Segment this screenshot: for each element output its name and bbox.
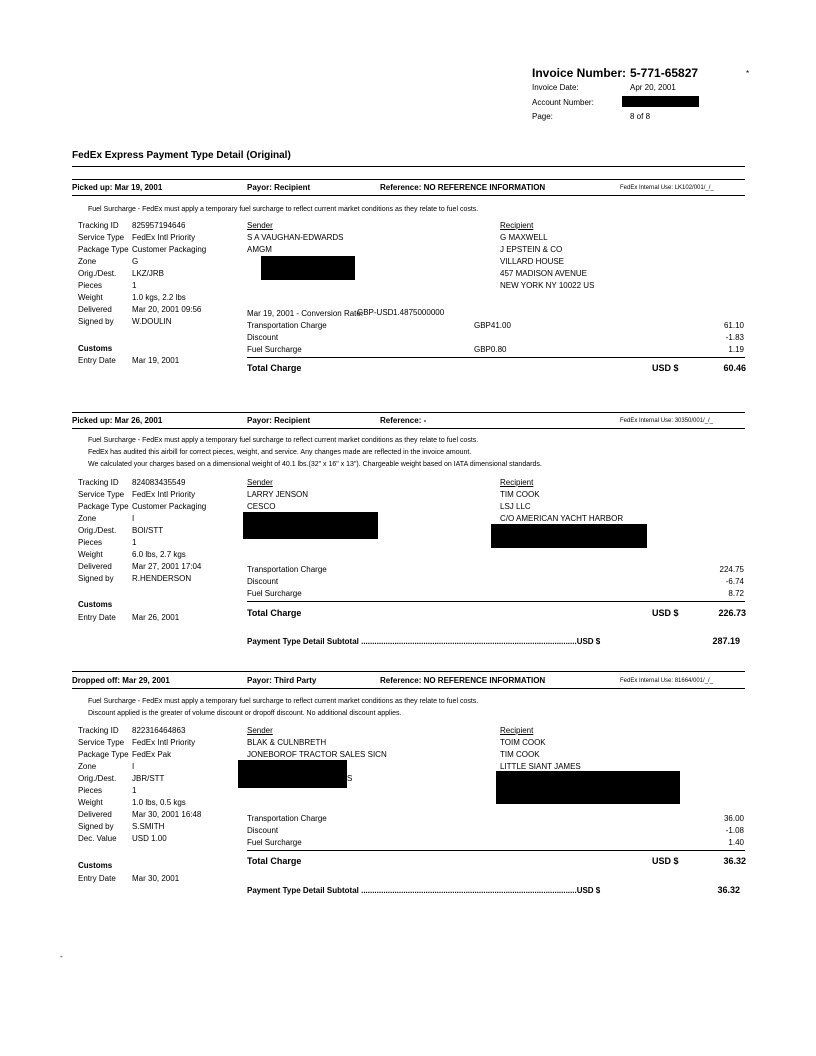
package-type: Customer Packaging [132,502,207,511]
corner-mark: * [746,69,750,78]
delivered: Mar 27, 2001 17:04 [132,562,202,571]
orig-dest: JBR/STT [132,774,165,783]
discount-note: Discount applied is the greater of volume discount or dropoff discount. No additional discount applies. [88,710,402,717]
weight: 1.0 lbs, 0.5 kgs [132,798,186,807]
signed-by-label: Signed by [78,822,114,831]
sender-name: S A VAUGHAN-EDWARDS [247,233,344,242]
package-type-label: Package Type [78,750,129,759]
weight: 6.0 lbs, 2.7 kgs [132,550,186,559]
weight-label: Weight [78,293,103,302]
recipient-contact: TIM COOK [500,750,540,759]
discount: -6.74 [725,577,744,586]
service-type: FedEx Intl Priority [132,490,196,499]
tracking-id: 825957194646 [132,221,186,230]
transportation-charge-label: Transportation Charge [247,321,327,330]
section-top-rule [72,412,745,413]
section-top-rule [72,179,745,180]
fuel-surcharge: 8.72 [728,589,744,598]
total-charge-label: Total Charge [247,608,302,618]
pieces: 1 [132,538,137,547]
section-top-rule [72,671,745,672]
service-type-label: Service Type [78,738,125,747]
package-type-label: Package Type [78,245,129,254]
entry-date: Mar 19, 2001 [132,356,180,365]
entry-date-label: Entry Date [78,613,116,622]
weight-label: Weight [78,798,103,807]
recipient-heading: Recipient [500,726,534,735]
page-label: Page: [532,112,553,121]
sender-heading: Sender [247,478,273,487]
redacted-account-number [622,96,699,107]
transportation-charge: 36.00 [723,814,744,823]
redacted-sender-address [238,760,347,788]
delivered: Mar 20, 2001 09:56 [132,305,202,314]
delivered-label: Delivered [78,305,112,314]
service-type-label: Service Type [78,233,125,242]
conversion-rate: 1.4875000000 [393,308,445,317]
orig-dest: LKZ/JRB [132,269,165,278]
delivered-label: Delivered [78,562,112,571]
tracking-id: 822316464863 [132,726,186,735]
conversion-currency: GBP-USD [357,308,394,317]
zone-label: Zone [78,762,97,771]
picked-up-date: Picked up: Mar 26, 2001 [72,416,163,425]
signed-by: W.DOULIN [132,317,172,326]
discount-label: Discount [247,826,279,835]
total-currency: USD $ [652,608,679,618]
orig-dest-label: Orig./Dest. [78,526,117,535]
conversion-rate-label: Mar 19, 2001 - Conversion Rate: [247,309,364,318]
delivered-label: Delivered [78,810,112,819]
reference: Reference: NO REFERENCE INFORMATION [380,676,546,685]
sender-company: CESCO [247,502,276,511]
package-type: Customer Packaging [132,245,207,254]
redacted-sender-address [261,256,355,280]
entry-date: Mar 26, 2001 [132,613,180,622]
sender-heading: Sender [247,726,273,735]
fuel-surcharge-label: Fuel Surcharge [247,345,302,354]
account-number-label: Account Number: [532,98,594,107]
tracking-id-label: Tracking ID [78,478,119,487]
service-type: FedEx Intl Priority [132,738,196,747]
transportation-charge-gbp: GBP41.00 [474,321,511,330]
fuel-note: Fuel Surcharge - FedEx must apply a temporary fuel surcharge to reflect current market conditions as they relate to fuel costs. [88,206,479,213]
sender-company: AMGM [247,245,272,254]
sender-company: JONEBOROF TRACTOR SALES SICN [247,750,387,759]
signed-by: S.SMITH [132,822,165,831]
reference: Reference: NO REFERENCE INFORMATION [380,183,546,192]
weight-label: Weight [78,550,103,559]
sender-name: LARRY JENSON [247,490,309,499]
recipient-address-1: VILLARD HOUSE [500,257,565,266]
subtotal-amount: 36.32 [717,885,740,895]
total-rule [247,357,745,358]
discount-label: Discount [247,577,279,586]
invoice-date: Apr 20, 2001 [630,83,676,92]
fuel-surcharge: 1.40 [728,838,744,847]
fuel-surcharge-gbp: GBP0.80 [474,345,507,354]
subtotal-label: Payment Type Detail Subtotal .................................................................................................USD $ [247,886,601,895]
total-currency: USD $ [652,363,679,373]
pieces: 1 [132,281,137,290]
sender-heading: Sender [247,221,273,230]
payor: Payor: Recipient [247,416,311,425]
audit-note: FedEx has audited this airbill for correct pieces, weight, and service. Any changes made are reflected in the invoice amount. [88,449,472,456]
invoice-number: 5-771-65827 [630,66,699,80]
pieces-label: Pieces [78,786,103,795]
section-header-rule [72,195,745,196]
reference: Reference: - [380,416,427,425]
internal-use: FedEx Internal Use: 81664/001/_/_ [620,678,714,684]
customs-label: Customs [78,600,113,609]
tracking-id: 824083435549 [132,478,186,487]
recipient-heading: Recipient [500,221,534,230]
total-charge: 36.32 [723,856,746,866]
recipient-address-1: LITTLE SIANT JAMES [500,762,581,771]
dimensional-weight-note: We calculated your charges based on a dimensional weight of 40.1 lbs.(32" x 16" x 13"). Chargeable weight based on IATA dimensional standards. [88,461,542,468]
sender-address-fragment: S [347,774,353,783]
payor: Payor: Third Party [247,676,317,685]
invoice-date-label: Invoice Date: [532,83,579,92]
dropped-off-date: Dropped off: Mar 29, 2001 [72,676,170,685]
fuel-surcharge: 1.19 [728,345,744,354]
signed-by: R.HENDERSON [132,574,192,583]
internal-use: FedEx Internal Use: 30350/001/_/_ [620,418,714,424]
section-header-rule [72,428,745,429]
fuel-note: Fuel Surcharge - FedEx must apply a temporary fuel surcharge to reflect current market conditions as they relate to fuel costs. [88,437,479,444]
orig-dest: BOI/STT [132,526,164,535]
entry-date-label: Entry Date [78,356,116,365]
discount: -1.83 [725,333,744,342]
orig-dest-label: Orig./Dest. [78,774,117,783]
transportation-charge-label: Transportation Charge [247,814,327,823]
subtotal-amount: 287.19 [712,636,740,646]
signed-by-label: Signed by [78,317,114,326]
subtotal-label: Payment Type Detail Subtotal .................................................................................................USD $ [247,637,601,646]
recipient-company: LSJ LLC [500,502,531,511]
invoice-number-label: Invoice Number: [532,66,627,80]
section-header-rule [72,688,745,689]
total-currency: USD $ [652,856,679,866]
orig-dest-label: Orig./Dest. [78,269,117,278]
payor: Payor: Recipient [247,183,311,192]
title-rule [72,166,745,167]
package-type-label: Package Type [78,502,129,511]
customs-label: Customs [78,861,113,870]
signed-by-label: Signed by [78,574,114,583]
transportation-charge-label: Transportation Charge [247,565,327,574]
zone: G [132,257,139,266]
recipient-address-2: 457 MADISON AVENUE [500,269,587,278]
pieces: 1 [132,786,137,795]
zone: I [132,762,135,771]
dec-value: USD 1.00 [132,834,167,843]
redacted-recipient-address [496,771,680,804]
entry-date-label: Entry Date [78,874,116,883]
footer-mark: - [60,952,63,961]
discount: -1.08 [725,826,744,835]
fuel-surcharge-label: Fuel Surcharge [247,589,302,598]
sender-name: BLAK & CULNBRETH [247,738,327,747]
recipient-heading: Recipient [500,478,534,487]
recipient-company: J EPSTEIN & CO [500,245,563,254]
internal-use: FedEx Internal Use: LK102/001/_/_ [620,185,714,191]
package-type: FedEx Pak [132,750,172,759]
delivered: Mar 30, 2001 16:48 [132,810,202,819]
pieces-label: Pieces [78,538,103,547]
total-charge: 226.73 [718,608,746,618]
recipient-address-1: C/O AMERICAN YACHT HARBOR [500,514,624,523]
weight: 1.0 kgs, 2.2 lbs [132,293,186,302]
transportation-charge: 224.75 [719,565,744,574]
pieces-label: Pieces [78,281,103,290]
zone: I [132,514,135,523]
total-charge-label: Total Charge [247,856,302,866]
service-type-label: Service Type [78,490,125,499]
recipient-city: NEW YORK NY 10022 US [500,281,595,290]
tracking-id-label: Tracking ID [78,221,119,230]
dec-value-label: Dec. Value [78,834,117,843]
tracking-id-label: Tracking ID [78,726,119,735]
picked-up-date: Picked up: Mar 19, 2001 [72,183,163,192]
recipient-name: TIM COOK [500,490,540,499]
service-type: FedEx Intl Priority [132,233,196,242]
total-rule [247,850,745,851]
document-title: FedEx Express Payment Type Detail (Original) [72,150,291,161]
total-charge: 60.46 [723,363,746,373]
total-charge-label: Total Charge [247,363,302,373]
zone-label: Zone [78,514,97,523]
zone-label: Zone [78,257,97,266]
discount-label: Discount [247,333,279,342]
transportation-charge: 61.10 [723,321,744,330]
entry-date: Mar 30, 2001 [132,874,180,883]
total-rule [247,601,745,602]
redacted-sender-address [243,512,378,539]
recipient-name: TOIM COOK [500,738,546,747]
customs-label: Customs [78,344,113,353]
redacted-recipient-address [491,524,647,548]
recipient-name: G MAXWELL [500,233,548,242]
fuel-note: Fuel Surcharge - FedEx must apply a temporary fuel surcharge to reflect current market conditions as they relate to fuel costs. [88,698,479,705]
fuel-surcharge-label: Fuel Surcharge [247,838,302,847]
page-number: 8 of 8 [630,112,651,121]
